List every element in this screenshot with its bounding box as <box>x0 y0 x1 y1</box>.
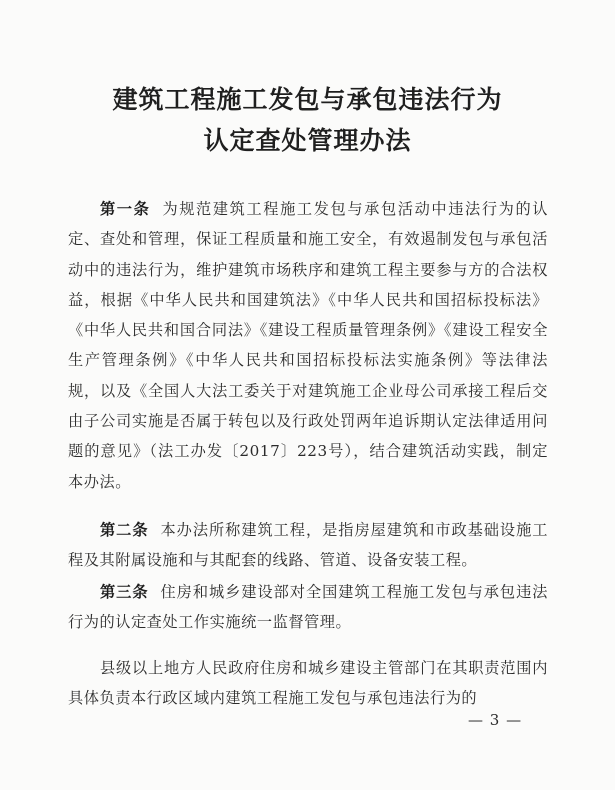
article-1-text: 为规范建筑工程施工发包与承包活动中违法行为的认定、查处和管理，保证工程质量和施工安全，有效遏制发包与承包活动中的违法行为，维护建筑市场秩序和建筑工程主要参与方的合法权益，根据《中华人民共和国建筑法》《中华人民共和国招标投标法》《中华人民共和国合同法》《建设工程质量管理条例》《建设工程安全生产管理条例》《中华人民共和国招标投标法实施条例》等法律法规，以及《全国人大法工委关于对建筑施工企业母公司承接工程后交由子公司实施是否属于转包以及行政处罚两年追诉期认定法律适用问题的意见》（法工办发〔2017〕223号），结合建筑活动实践，制定本办法。 <box>68 200 548 491</box>
article-1-number: 第一条 <box>100 200 151 218</box>
article-3-number: 第三条 <box>100 583 149 601</box>
document-title-line-2: 认定查处管理办法 <box>203 126 412 155</box>
article-3-paragraph <box>68 577 548 638</box>
page-number: — 3 — <box>468 711 523 729</box>
article-2-paragraph <box>68 515 548 576</box>
article-2-number: 第二条 <box>100 521 149 539</box>
article-1-paragraph <box>68 194 548 497</box>
article-2-text: 本办法所称建筑工程，是指房屋建筑和市政基础设施工程及其附属设施和与其配套的线路、管道、设备安装工程。 <box>68 521 548 570</box>
article-3-text: 住房和城乡建设部对全国建筑工程施工发包与承包违法行为的认定查处工作实施统一监督管理。 <box>68 583 548 632</box>
article-3-continued-paragraph: 县级以上地方人民政府住房和城乡建设主管部门在其职责范围内具体负责本行政区域内建筑工程施工发包与承包违法行为的 <box>68 659 548 708</box>
document-title-line-1: 建筑工程施工发包与承包违法行为 <box>112 85 503 114</box>
